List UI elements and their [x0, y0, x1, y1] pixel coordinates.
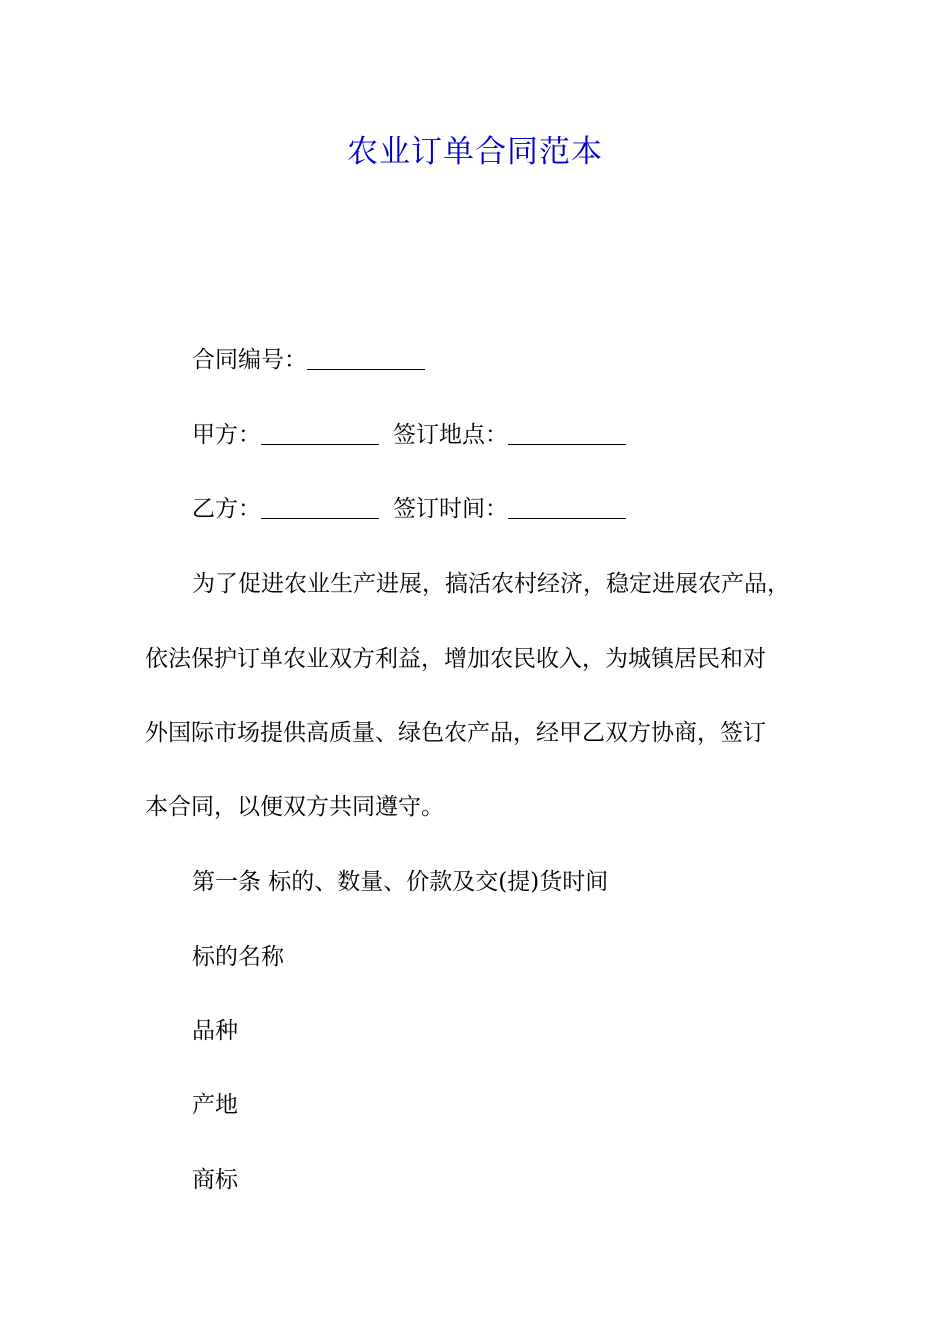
contract-number-label: 合同编号：: [192, 347, 307, 373]
contract-number-row: [192, 343, 425, 377]
article-1-item: 标的名称: [192, 944, 284, 970]
preamble-line-3: 外国际市场提供高质量、绿色农产品，经甲乙双方协商，签订: [145, 720, 766, 746]
party-a-label: 甲方：: [192, 422, 261, 448]
party-b-row: [192, 492, 626, 526]
document-title: 农业订单合同范本: [347, 134, 603, 170]
contract-number-blank: [307, 347, 425, 370]
sign-time-blank: [508, 496, 626, 519]
sign-place-label: 签订地点：: [393, 422, 508, 448]
sign-place-blank: [508, 422, 626, 445]
preamble-line-4: 本合同，以便双方共同遵守。: [145, 794, 444, 820]
party-a-row: [192, 418, 626, 452]
article-1-item: 产地: [192, 1092, 238, 1118]
article-1-item: 品种: [192, 1018, 238, 1044]
party-b-blank: [261, 496, 379, 519]
party-a-blank: [261, 422, 379, 445]
article-1-item: 商标: [192, 1167, 238, 1193]
sign-time-label: 签订时间：: [393, 496, 508, 522]
party-b-label: 乙方：: [192, 496, 261, 522]
preamble-line-2: 依法保护订单农业双方利益，增加农民收入，为城镇居民和对: [145, 646, 766, 672]
preamble-line-1: 为了促进农业生产进展，搞活农村经济，稳定进展农产品，: [192, 571, 790, 597]
article-1-heading: 第一条 标的、数量、价款及交(提)货时间: [192, 869, 609, 895]
